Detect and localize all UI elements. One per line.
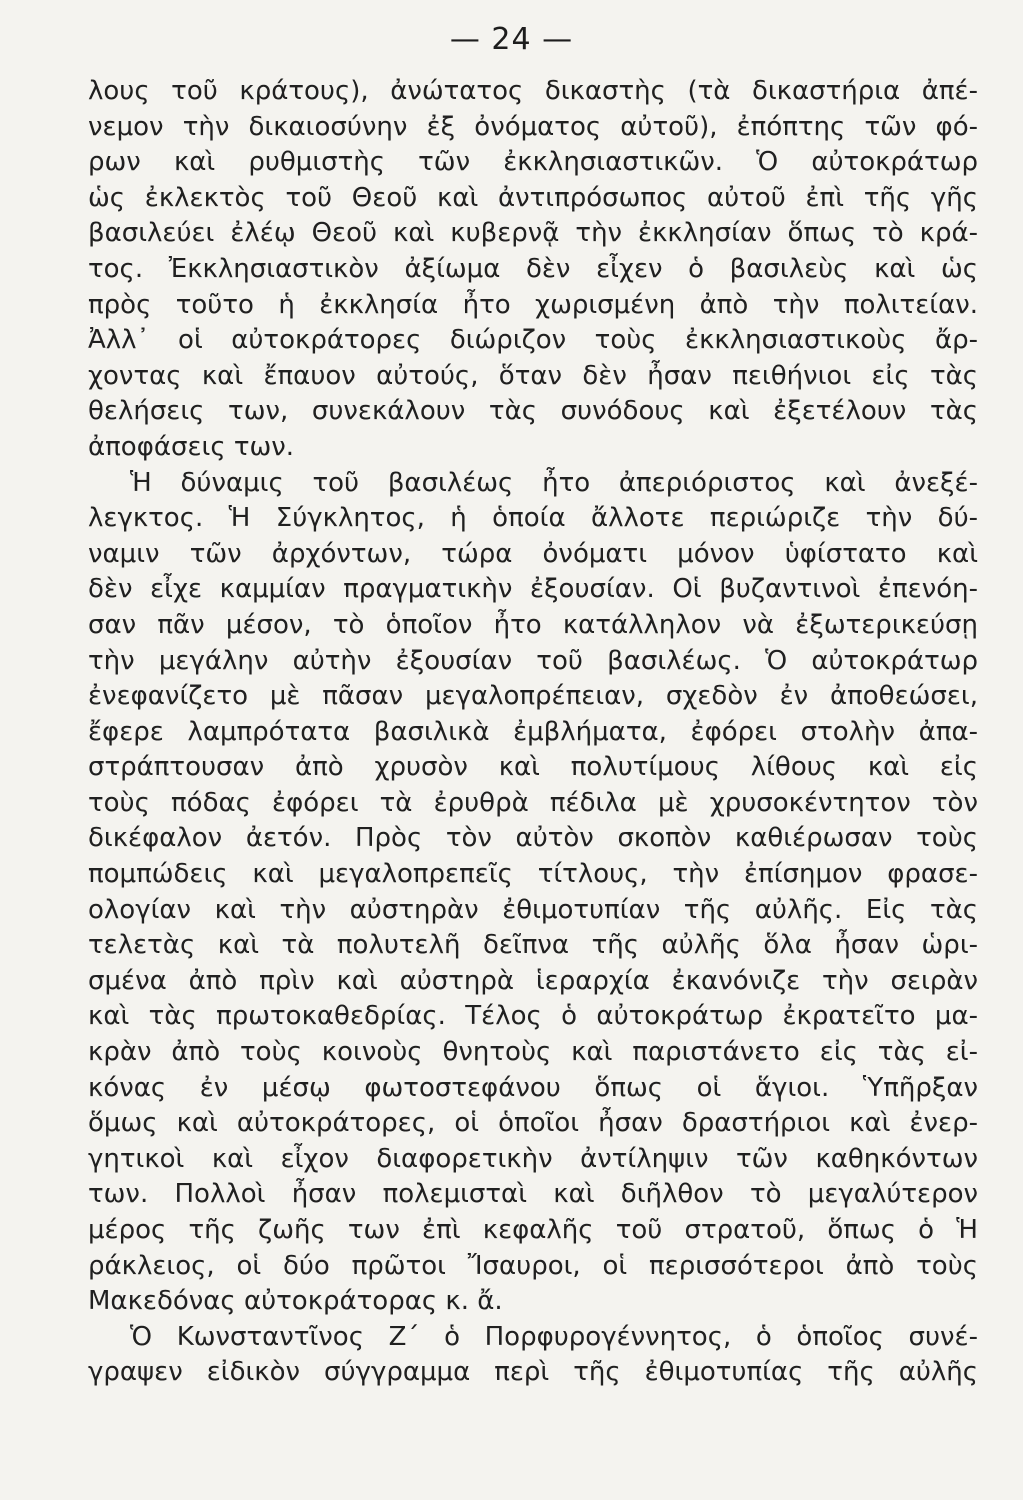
text-line: ναμιν τῶν ἀρχόντων, τώρα ὀνόματι μόνον ὑφίστατο καὶ xyxy=(88,538,978,569)
text-line: τὴν μεγάλην αὐτὴν ἐξουσίαν τοῦ βασιλέως. Ὁ αὐτοκράτωρ xyxy=(88,645,978,676)
text-line: ὡς ἐκλεκτὸς τοῦ Θεοῦ καὶ ἀντιπρόσωπος αὐτοῦ ἐπὶ τῆς γῆς xyxy=(88,182,978,213)
text-line: ράκλειος, οἱ δύο πρῶτοι Ἴσαυροι, οἱ περισσότεροι ἀπὸ τοὺς xyxy=(88,1250,978,1281)
text-line: λους τοῦ κράτους), ἀνώτατος δικαστὴς (τὰ δικαστήρια ἀπέ- xyxy=(88,76,978,106)
text-line: βασιλεύει ἐλέῳ Θεοῦ καὶ κυβερνᾷ τὴν ἐκκλησίαν ὅπως τὸ κρά- xyxy=(88,218,978,249)
text-line: σαν πᾶν μέσον, τὸ ὁποῖον ἦτο κατάλληλον νὰ ἐξωτερικεύσῃ xyxy=(88,609,978,640)
text-line: γητικοὶ καὶ εἶχον διαφορετικὴν ἀντίληψιν τῶν καθηκόντων xyxy=(88,1143,978,1174)
text-line: ολογίαν καὶ τὴν αὐστηρὰν ἐθιμοτυπίαν τῆς αὐλῆς. Εἰς τὰς xyxy=(88,894,978,925)
text-line: δὲν εἶχε καμμίαν πραγματικὴν ἐξουσίαν. Οἱ βυζαντινοὶ ἐπενόη- xyxy=(88,574,978,605)
text-line: νεμον τὴν δικαιοσύνην ἐξ ὀνόματος αὐτοῦ), ἐπόπτης τῶν φό- xyxy=(88,111,978,142)
text-line: κρὰν ἀπὸ τοὺς κοινοὺς θνητοὺς καὶ παριστάνετο εἰς τὰς εἰ- xyxy=(88,1037,978,1068)
text-line: στράπτουσαν ἀπὸ χρυσὸν καὶ πολυτίμους λίθους καὶ εἰς xyxy=(88,752,978,783)
text-line: πομπώδεις καὶ μεγαλοπρεπεῖς τίτλους, τὴν ἐπίσημον φρασε- xyxy=(88,859,978,890)
text-line: ρων καὶ ρυθμιστὴς τῶν ἐκκλησιαστικῶν. Ὁ αὐτοκράτωρ xyxy=(88,147,978,178)
text-line: μέρος τῆς ζωῆς των ἐπὶ κεφαλῆς τοῦ στρατοῦ, ὅπως ὁ Ἡ xyxy=(88,1215,978,1245)
body-text xyxy=(88,74,978,1391)
text-line: Ὁ Κωνσταντῖνος Ζ΄ ὁ Πορφυρογέννητος, ὁ ὁποῖος συνέ- xyxy=(130,1321,978,1352)
page-number: — 24 — xyxy=(449,22,574,57)
text-line: καὶ τὰς πρωτοκαθεδρίας. Τέλος ὁ αὐτοκράτωρ ἐκρατεῖτο μα- xyxy=(88,1001,978,1032)
text-line: δικέφαλον ἀετόν. Πρὸς τὸν αὐτὸν σκοπὸν καθιέρωσαν τοὺς xyxy=(88,823,978,854)
text-line: των. Πολλοὶ ἦσαν πολεμισταὶ καὶ διῆλθον τὸ μεγαλύτερον xyxy=(88,1179,978,1210)
text-line: Μακεδόνας αὐτοκράτορας κ. ἄ. xyxy=(88,1286,503,1317)
text-line: λεγκτος. Ἡ Σύγκλητος, ἡ ὁποία ἄλλοτε περιώριζε τὴν δύ- xyxy=(88,503,978,534)
text-line: τος. Ἐκκλησιαστικὸν ἀξίωμα δὲν εἶχεν ὁ βασιλεὺς καὶ ὡς xyxy=(88,253,978,284)
text-line: χοντας καὶ ἔπαυον αὐτούς, ὅταν δὲν ἦσαν πειθήνιοι εἰς τὰς xyxy=(88,360,978,391)
text-line: σμένα ἀπὸ πρὶν καὶ αὐστηρὰ ἱεραρχία ἐκανόνιζε τὴν σειρὰν xyxy=(88,965,978,996)
text-line: ὅμως καὶ αὐτοκράτορες, οἱ ὁποῖοι ἦσαν δραστήριοι καὶ ἐνερ- xyxy=(88,1108,978,1139)
text-line: Ἡ δύναμις τοῦ βασιλέως ἦτο ἀπεριόριστος καὶ ἀνεξέ- xyxy=(130,467,978,498)
text-line: τοὺς πόδας ἐφόρει τὰ ἐρυθρὰ πέδιλα μὲ χρυσοκέντητον τὸν xyxy=(88,787,978,818)
text-line: κόνας ἐν μέσῳ φωτοστεφάνου ὅπως οἱ ἅγιοι. Ὑπῆρξαν xyxy=(88,1072,978,1103)
text-line: πρὸς τοῦτο ἡ ἐκκλησία ἦτο χωρισμένη ἀπὸ τὴν πολιτείαν. xyxy=(88,289,978,320)
text-line: ἐνεφανίζετο μὲ πᾶσαν μεγαλοπρέπειαν, σχεδὸν ἐν ἀποθεώσει, xyxy=(88,681,978,712)
text-line: ἀποφάσεις των. xyxy=(88,431,295,462)
text-line: θελήσεις των, συνεκάλουν τὰς συνόδους καὶ ἐξετέλουν τὰς xyxy=(88,396,978,427)
text-line: γραψεν εἰδικὸν σύγγραμμα περὶ τῆς ἐθιμοτυπίας τῆς αὐλῆς xyxy=(88,1357,978,1388)
text-line: ἔφερε λαμπρότατα βασιλικὰ ἐμβλήματα, ἐφόρει στολὴν ἀπα- xyxy=(88,716,978,747)
text-line: τελετὰς καὶ τὰ πολυτελῆ δεῖπνα τῆς αὐλῆς ὅλα ἦσαν ὡρι- xyxy=(88,930,978,961)
text-line: Ἀλλ᾿ οἱ αὐτοκράτορες διώριζον τοὺς ἐκκλησιαστικοὺς ἄρ- xyxy=(88,325,978,356)
